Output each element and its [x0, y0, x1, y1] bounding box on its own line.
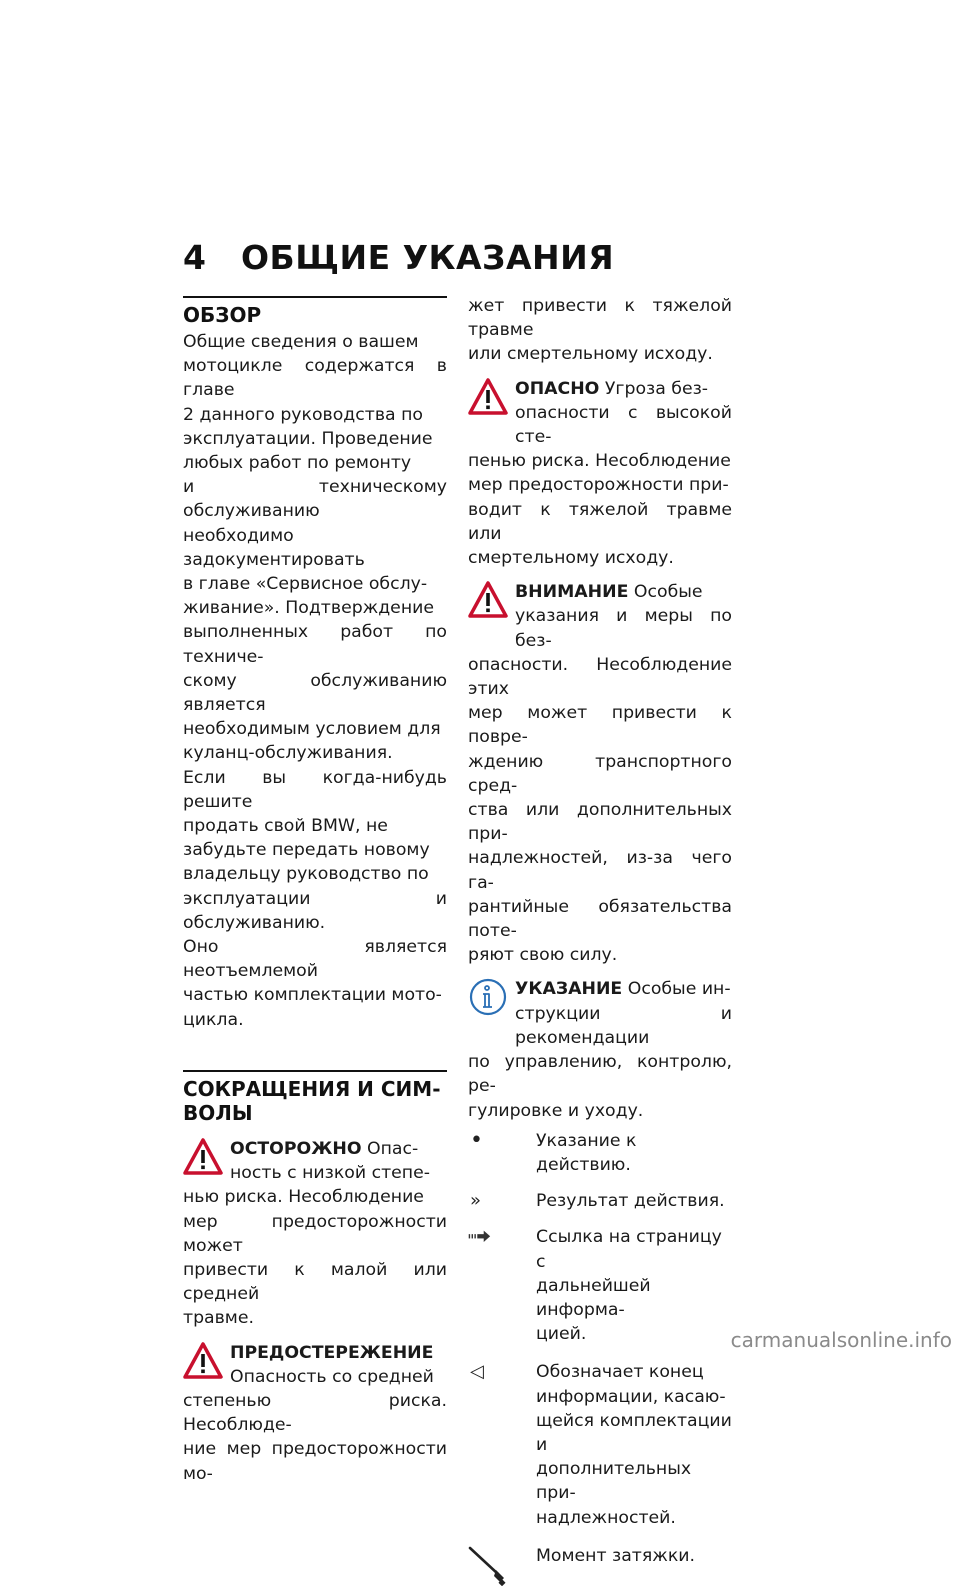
attention-text: опасности. Несоблюдение этих — [468, 654, 732, 700]
symbol-description: цией. — [536, 1324, 587, 1345]
overview-line: Оно является неотъемлемой — [183, 937, 447, 982]
overview-line: куланц-обслуживания. — [183, 743, 393, 764]
symbol-description: дополнительных при- — [536, 1459, 692, 1504]
danger-block — [468, 377, 732, 571]
overview-line: Общие сведения о вашем — [183, 332, 419, 352]
symbol-description: Ссылка на страницу с — [536, 1227, 722, 1272]
symbol-description: Указание к действию. — [536, 1130, 637, 1175]
overview-line: 2 данного руководства по — [183, 404, 423, 425]
attention-block — [468, 580, 732, 967]
overview-line: эксплуатации и обслуживанию. — [183, 888, 447, 933]
danger-label: ОПАСНО — [515, 378, 600, 399]
overview-line: любых работ по ремонту — [183, 453, 412, 474]
chapter-title — [183, 238, 614, 277]
warning-text-continued: или смертельному исходу. — [468, 344, 713, 365]
note-block — [468, 977, 732, 1122]
attention-text: Особые — [628, 582, 703, 603]
overview-line: живание». Подтверждение — [183, 598, 434, 619]
abbrev-heading-line: СОКРАЩЕНИЯ И СИМ- — [183, 1076, 441, 1101]
danger-text: опасности с высокой сте- — [515, 402, 732, 448]
danger-text: смертельному исходу. — [468, 548, 674, 569]
warning-block — [183, 1341, 447, 1486]
overview-line: необходимо задокументировать — [183, 525, 365, 570]
attention-text: мер может привести к повре- — [468, 703, 732, 748]
overview-line: цикла. — [183, 1009, 244, 1030]
note-text: Особые ин- — [622, 979, 731, 1000]
attention-label: ВНИМАНИЕ — [515, 582, 629, 603]
abbrev-heading — [183, 1077, 447, 1125]
warning-text: Опасность со средней — [230, 1366, 434, 1387]
abbrev-heading-line: ВОЛЫ — [183, 1100, 253, 1125]
caution-text: ность с низкой степе- — [230, 1163, 430, 1184]
warning-text-continued: жет привести к тяжелой травме — [468, 296, 732, 341]
overview-heading: ОБЗОР — [183, 303, 262, 327]
symbol-description: надлежностей. — [536, 1507, 676, 1528]
caution-text: травме. — [183, 1308, 254, 1329]
chapter-title-text: ОБЩИЕ УКАЗАНИЯ — [241, 238, 615, 277]
symbol-description: Обозначает конец — [536, 1362, 704, 1383]
symbol-row-end — [468, 1360, 732, 1529]
bullet-icon: • — [470, 1127, 483, 1153]
warning-triangle-icon — [183, 1341, 223, 1381]
danger-text: водит к тяжелой травме или — [468, 499, 732, 544]
warning-label: ПРЕДОСТЕРЕЖЕНИЕ — [230, 1342, 434, 1363]
overview-line: эксплуатации. Проведение — [183, 428, 433, 449]
section-rule — [183, 1070, 447, 1072]
symbol-description: Момент затяжки. — [536, 1545, 695, 1566]
note-text: по управлению, контролю, ре- — [468, 1052, 732, 1097]
symbol-description: дальнейшей информа- — [536, 1275, 651, 1320]
attention-text: рантийные обязательства поте- — [468, 896, 732, 942]
note-text: гулировке и уходу. — [468, 1100, 644, 1121]
result-icon: » — [470, 1190, 482, 1212]
attention-text: указания и меры по без- — [515, 606, 732, 651]
overview-line: продать свой BMW, не — [183, 816, 388, 837]
left-column — [183, 296, 447, 1486]
symbol-row-page-reference — [468, 1225, 732, 1346]
page-reference-arrow-icon — [468, 1227, 498, 1247]
warning-triangle-icon — [468, 580, 508, 620]
watermark: carmanualsonline.info — [730, 1328, 952, 1352]
overview-line: необходимым условием для — [183, 719, 441, 740]
chapter-number: 4 — [183, 238, 207, 277]
overview-text — [183, 330, 447, 1032]
caution-text: Опас- — [361, 1138, 419, 1159]
overview-line: владельцу руководство по — [183, 864, 429, 885]
note-label: УКАЗАНИЕ — [515, 979, 623, 1000]
overview-line: выполненных работ по техниче- — [183, 622, 447, 667]
overview-line: забудьте передать новому — [183, 840, 430, 861]
overview-line: мотоцикле содержатся в главе — [183, 356, 447, 401]
symbol-row-action — [468, 1129, 732, 1177]
overview-line: частью комплектации мото- — [183, 985, 442, 1006]
caution-text: привести к малой или средней — [183, 1259, 447, 1305]
overview-line: и техническому обслуживанию — [183, 477, 447, 522]
caution-text: мер предосторожности может — [183, 1211, 447, 1256]
info-icon — [468, 977, 508, 1017]
danger-text: мер предосторожности при- — [468, 475, 729, 496]
overview-line: Если вы когда-нибудь решите — [183, 767, 447, 812]
attention-text: ства или дополнительных при- — [468, 800, 732, 845]
attention-text: ряют свою силу. — [468, 945, 618, 966]
section-rule — [183, 296, 447, 298]
warning-text: ние мер предосторожности мо- — [183, 1439, 447, 1484]
note-text: струкции и рекомендации — [515, 1003, 732, 1048]
symbol-row-torque — [468, 1544, 732, 1568]
caution-block — [183, 1137, 447, 1331]
symbol-description: информации, касаю- — [536, 1386, 726, 1407]
end-triangle-icon: ◁ — [470, 1361, 484, 1383]
caution-text: нью риска. Несоблюдение — [183, 1187, 424, 1208]
danger-text: пенью риска. Несоблюдение — [468, 451, 731, 472]
symbol-description: щейся комплектации и — [536, 1410, 732, 1455]
warning-triangle-icon — [183, 1137, 223, 1177]
symbol-row-result — [468, 1189, 732, 1213]
caution-label: ОСТОРОЖНО — [230, 1138, 362, 1159]
overview-line: скому обслуживанию является — [183, 670, 447, 716]
warning-triangle-icon — [468, 377, 508, 417]
torque-wrench-icon — [468, 1544, 510, 1586]
warning-text: степенью риска. Несоблюде- — [183, 1390, 447, 1436]
attention-text: ждению транспортного сред- — [468, 751, 732, 796]
right-column — [468, 296, 732, 1568]
danger-text: Угроза без- — [599, 378, 709, 399]
overview-line: в главе «Сервисное обслу- — [183, 574, 428, 595]
attention-text: надлежностей, из-за чего га- — [468, 848, 732, 893]
symbol-description: Результат действия. — [536, 1191, 725, 1212]
